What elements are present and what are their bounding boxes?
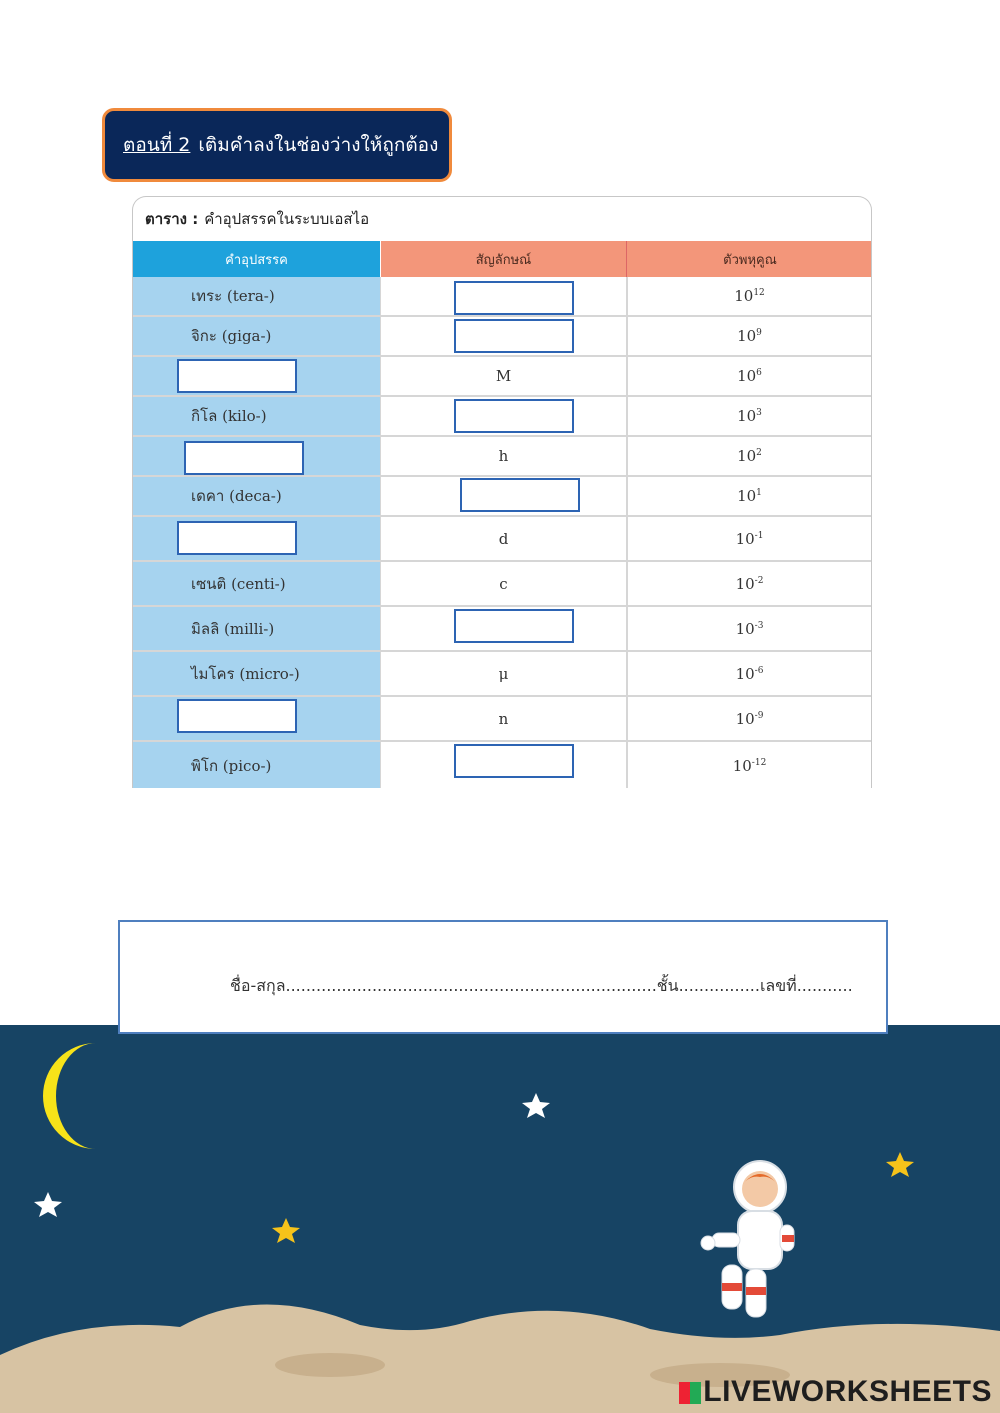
- multiplier-base: 10: [735, 529, 755, 548]
- multiplier-base: 10: [734, 287, 754, 305]
- multiplier-exponent: 6: [756, 368, 762, 378]
- table-row: [133, 517, 872, 562]
- multiplier-exponent: 9: [756, 328, 762, 338]
- multiplier-cell: [626, 477, 872, 517]
- multiplier-exponent: -12: [751, 757, 767, 768]
- multiplier-cell: [626, 697, 872, 742]
- prefix-answer-box[interactable]: [177, 521, 297, 555]
- multiplier-base: 10: [737, 487, 757, 505]
- table-row: [133, 697, 872, 742]
- liveworksheets-logo: [679, 1375, 992, 1409]
- symbol-cell: [380, 277, 626, 317]
- space-background: [0, 1025, 1000, 1413]
- multiplier-cell: [626, 742, 872, 788]
- symbol-cell: [380, 317, 626, 357]
- multiplier-base: 10: [735, 664, 755, 683]
- symbol-cell: [380, 742, 626, 788]
- table-row: [133, 652, 872, 697]
- table-row: [133, 562, 872, 607]
- multiplier-base: 10: [737, 367, 757, 385]
- symbol-cell: [380, 397, 626, 437]
- header-multiplier: ตัวพหุคูณ: [626, 241, 872, 277]
- symbol-cell: d: [380, 517, 626, 562]
- multiplier-cell: [626, 397, 872, 437]
- symbol-cell: n: [380, 697, 626, 742]
- symbol-cell: c: [380, 562, 626, 607]
- multiplier-base: 10: [735, 709, 755, 728]
- section-header: [102, 108, 452, 182]
- multiplier-cell: [626, 652, 872, 697]
- symbol-answer-box[interactable]: [454, 399, 574, 433]
- table-row: [133, 397, 872, 437]
- multiplier-exponent: 3: [756, 408, 762, 418]
- multiplier-cell: [626, 517, 872, 562]
- prefix-answer-box[interactable]: [177, 699, 297, 733]
- prefix-answer-box[interactable]: [184, 441, 304, 475]
- multiplier-base: 10: [735, 574, 755, 593]
- symbol-cell: μ: [380, 652, 626, 697]
- symbol-cell: [380, 607, 626, 652]
- multiplier-exponent: -9: [754, 710, 764, 721]
- table-row: [133, 437, 872, 477]
- multiplier-base: 10: [737, 327, 757, 345]
- symbol-cell: h: [380, 437, 626, 477]
- star-icon: [272, 1218, 300, 1243]
- multiplier-exponent: -2: [754, 575, 764, 586]
- table-row: [133, 607, 872, 652]
- table-row: [133, 317, 872, 357]
- symbol-answer-box[interactable]: [454, 609, 574, 643]
- prefix-cell: มิลลิ (milli-): [133, 607, 380, 652]
- student-info-line: ชื่อ-สกุล.........................................................................ชั้น................เลขที่...........: [230, 976, 853, 995]
- symbol-answer-box[interactable]: [454, 319, 574, 353]
- multiplier-cell: [626, 562, 872, 607]
- multiplier-exponent: -6: [754, 665, 764, 676]
- symbol-cell: [380, 477, 626, 517]
- multiplier-cell: [626, 317, 872, 357]
- star-icon: [34, 1192, 62, 1217]
- star-icon: [886, 1152, 914, 1177]
- moon-icon: [43, 1043, 96, 1149]
- multiplier-cell: [626, 437, 872, 477]
- multiplier-base: 10: [737, 447, 757, 465]
- prefix-cell: [133, 697, 380, 742]
- astronaut-icon: [701, 1161, 794, 1317]
- table-header-row: [133, 241, 872, 277]
- table-row: [133, 742, 872, 788]
- prefix-cell: [133, 517, 380, 562]
- table-row: [133, 477, 872, 517]
- table-caption-label: ตาราง :: [145, 210, 199, 228]
- multiplier-cell: [626, 277, 872, 317]
- symbol-cell: M: [380, 357, 626, 397]
- section-part-label: ตอนที่ 2: [123, 134, 191, 156]
- prefix-cell: [133, 437, 380, 477]
- multiplier-exponent: 2: [756, 448, 762, 458]
- prefix-cell: [133, 357, 380, 397]
- prefix-cell: จิกะ (giga-): [133, 317, 380, 357]
- symbol-answer-box[interactable]: [460, 478, 580, 512]
- space-scene-illustration: [0, 1025, 1000, 1413]
- table-caption: [133, 197, 871, 241]
- section-instruction: เติมคำลงในช่องว่างให้ถูกต้อง: [198, 134, 439, 156]
- table-row: [133, 357, 872, 397]
- star-icon: [522, 1093, 550, 1118]
- prefix-cell: พิโก (pico-): [133, 742, 380, 788]
- si-prefix-table: [132, 196, 872, 788]
- symbol-answer-box[interactable]: [454, 281, 574, 315]
- prefix-cell: ไมโคร (micro-): [133, 652, 380, 697]
- table-caption-text: คำอุปสรรคในระบบเอสไอ: [204, 210, 370, 228]
- multiplier-cell: [626, 357, 872, 397]
- prefix-answer-box[interactable]: [177, 359, 297, 393]
- prefix-cell: เดคา (deca-): [133, 477, 380, 517]
- header-prefix: คำอุปสรรค: [133, 241, 380, 277]
- multiplier-exponent: 12: [753, 288, 765, 298]
- multiplier-base: 10: [737, 407, 757, 425]
- table-row: [133, 277, 872, 317]
- prefix-cell: เซนติ (centi-): [133, 562, 380, 607]
- prefix-cell: กิโล (kilo-): [133, 397, 380, 437]
- prefix-cell: เทระ (tera-): [133, 277, 380, 317]
- multiplier-base: 10: [732, 756, 752, 775]
- logo-mark-icon: [679, 1382, 701, 1404]
- logo-text: LIVEWORKSHEETS: [703, 1375, 992, 1408]
- multiplier-exponent: 1: [756, 488, 762, 498]
- header-symbol: สัญลักษณ์: [380, 241, 626, 277]
- multiplier-exponent: -3: [754, 620, 764, 631]
- multiplier-base: 10: [735, 619, 755, 638]
- symbol-answer-box[interactable]: [454, 744, 574, 778]
- multiplier-exponent: -1: [754, 530, 764, 541]
- multiplier-cell: [626, 607, 872, 652]
- student-info-box: [118, 920, 888, 1034]
